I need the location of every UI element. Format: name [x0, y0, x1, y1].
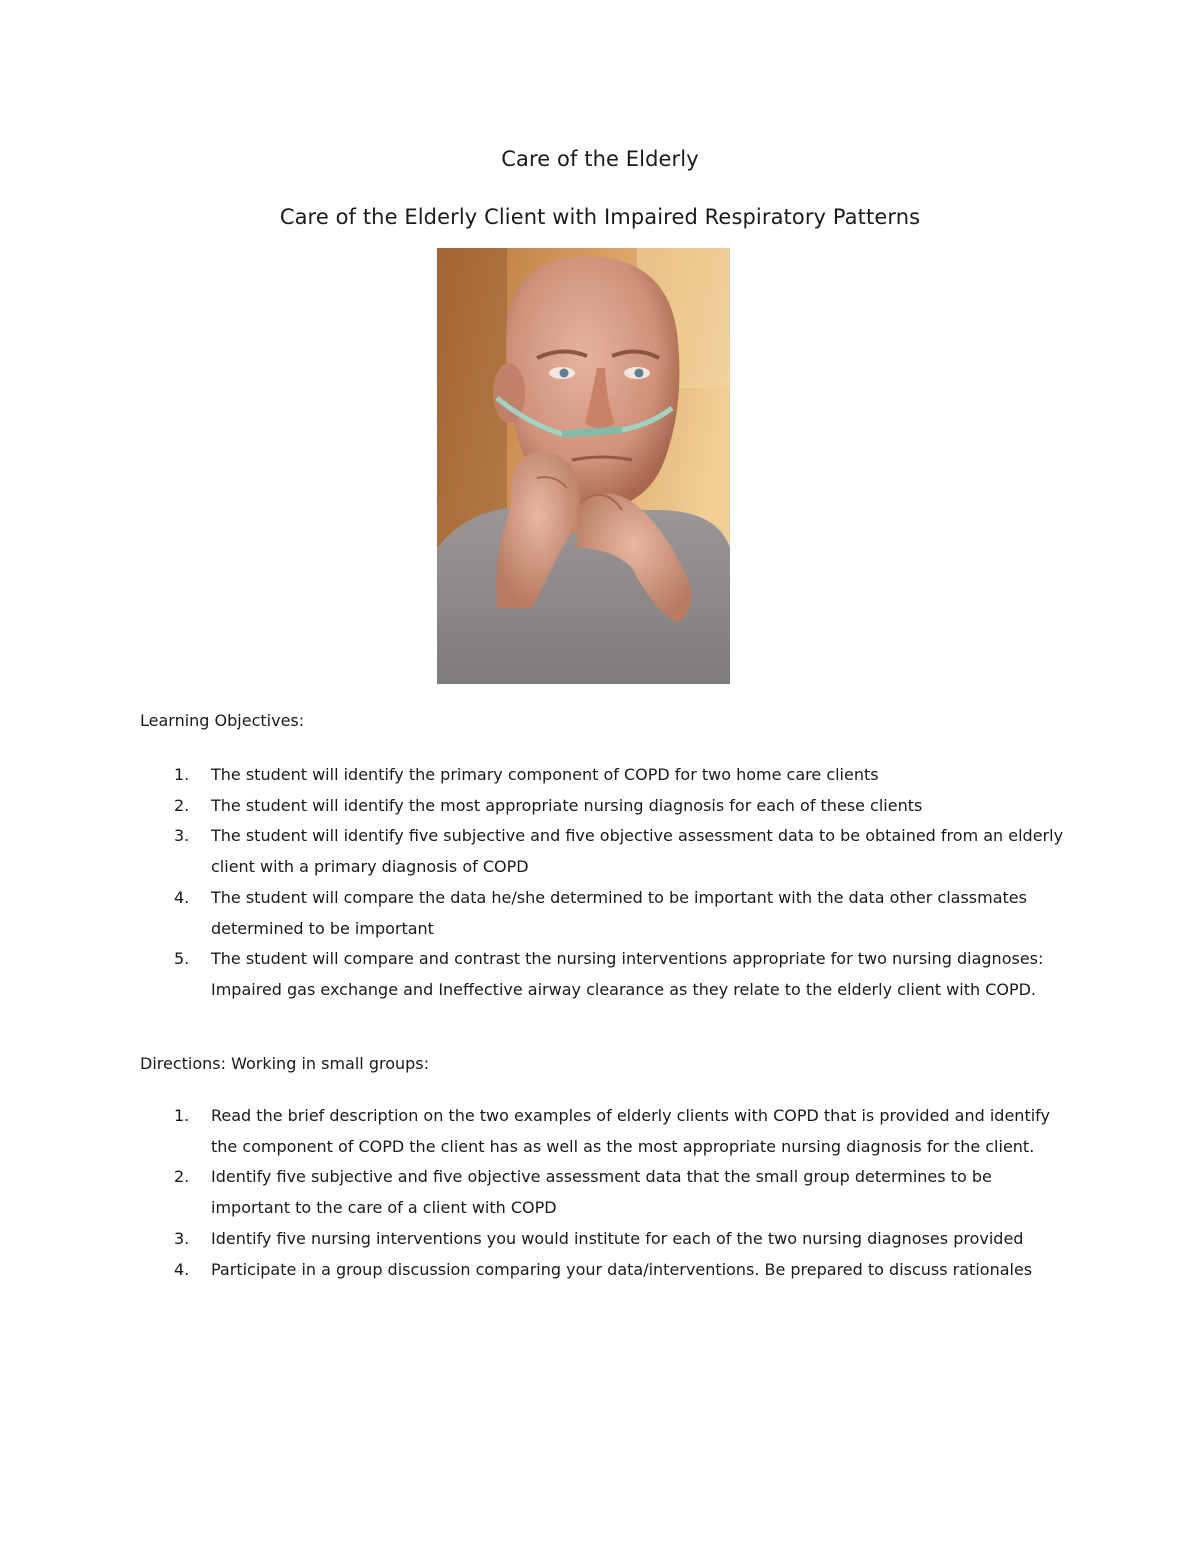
learning-objectives-list	[140, 760, 1070, 1006]
list-item-text: Identify five nursing interventions you would institute for each of the two nursing diagnoses provided	[211, 1228, 1024, 1248]
list-number: 4.	[174, 887, 190, 907]
list-number: 3.	[174, 826, 190, 846]
list-item	[140, 1101, 1070, 1162]
list-item	[140, 944, 1070, 1005]
list-item-text: The student will compare the data he/she determined to be important with the data other classmates determined to be important	[211, 887, 1027, 938]
list-item	[140, 1162, 1070, 1223]
list-item	[140, 1255, 1070, 1286]
list-item-text: Identify five subjective and five objective assessment data that the small group determines to be important to the care of a client with COPD	[211, 1167, 992, 1218]
list-number: 2.	[174, 1167, 190, 1187]
list-number: 4.	[174, 1259, 190, 1279]
list-item-text: The student will identify the primary component of COPD for two home care clients	[211, 765, 879, 784]
document-title: Care of the Elderly	[501, 147, 699, 171]
list-number: 5.	[174, 949, 190, 969]
list-number: 3.	[174, 1228, 190, 1248]
list-item	[140, 791, 1070, 822]
document-subtitle: Care of the Elderly Client with Impaired Respiratory Patterns	[279, 205, 921, 229]
elderly-man-with-nasal-cannula-photo	[437, 248, 730, 684]
list-number: 2.	[174, 795, 190, 815]
list-number: 1.	[174, 765, 190, 784]
list-item-text: The student will identify five subjective and five objective assessment data to be obtained from an elderly client with a primary diagnosis of COPD	[211, 826, 1064, 877]
list-item	[140, 760, 1070, 791]
list-item-text: The student will identify the most appropriate nursing diagnosis for each of these clients	[211, 795, 923, 815]
list-item	[140, 821, 1070, 882]
learning-objectives-heading: Learning Objectives:	[140, 711, 305, 730]
directions-heading: Directions: Working in small groups:	[140, 1054, 430, 1073]
list-item-text: Read the brief description on the two examples of elderly clients with COPD that is provided and identify the component of COPD the client has as well as the most appropriate nursing diagnosis for the client.	[211, 1106, 1050, 1156]
list-item-text: The student will compare and contrast the nursing interventions appropriate for two nursing diagnoses: Impaired gas exchange and Ineffective airway clearance as they relate to the elderly client with COPD.	[211, 949, 1044, 999]
list-item	[140, 1224, 1070, 1255]
list-item	[140, 883, 1070, 944]
list-number: 1.	[174, 1106, 190, 1125]
directions-list	[140, 1101, 1070, 1285]
list-item-text: Participate in a group discussion comparing your data/interventions. Be prepared to discuss rationales	[211, 1259, 1033, 1279]
